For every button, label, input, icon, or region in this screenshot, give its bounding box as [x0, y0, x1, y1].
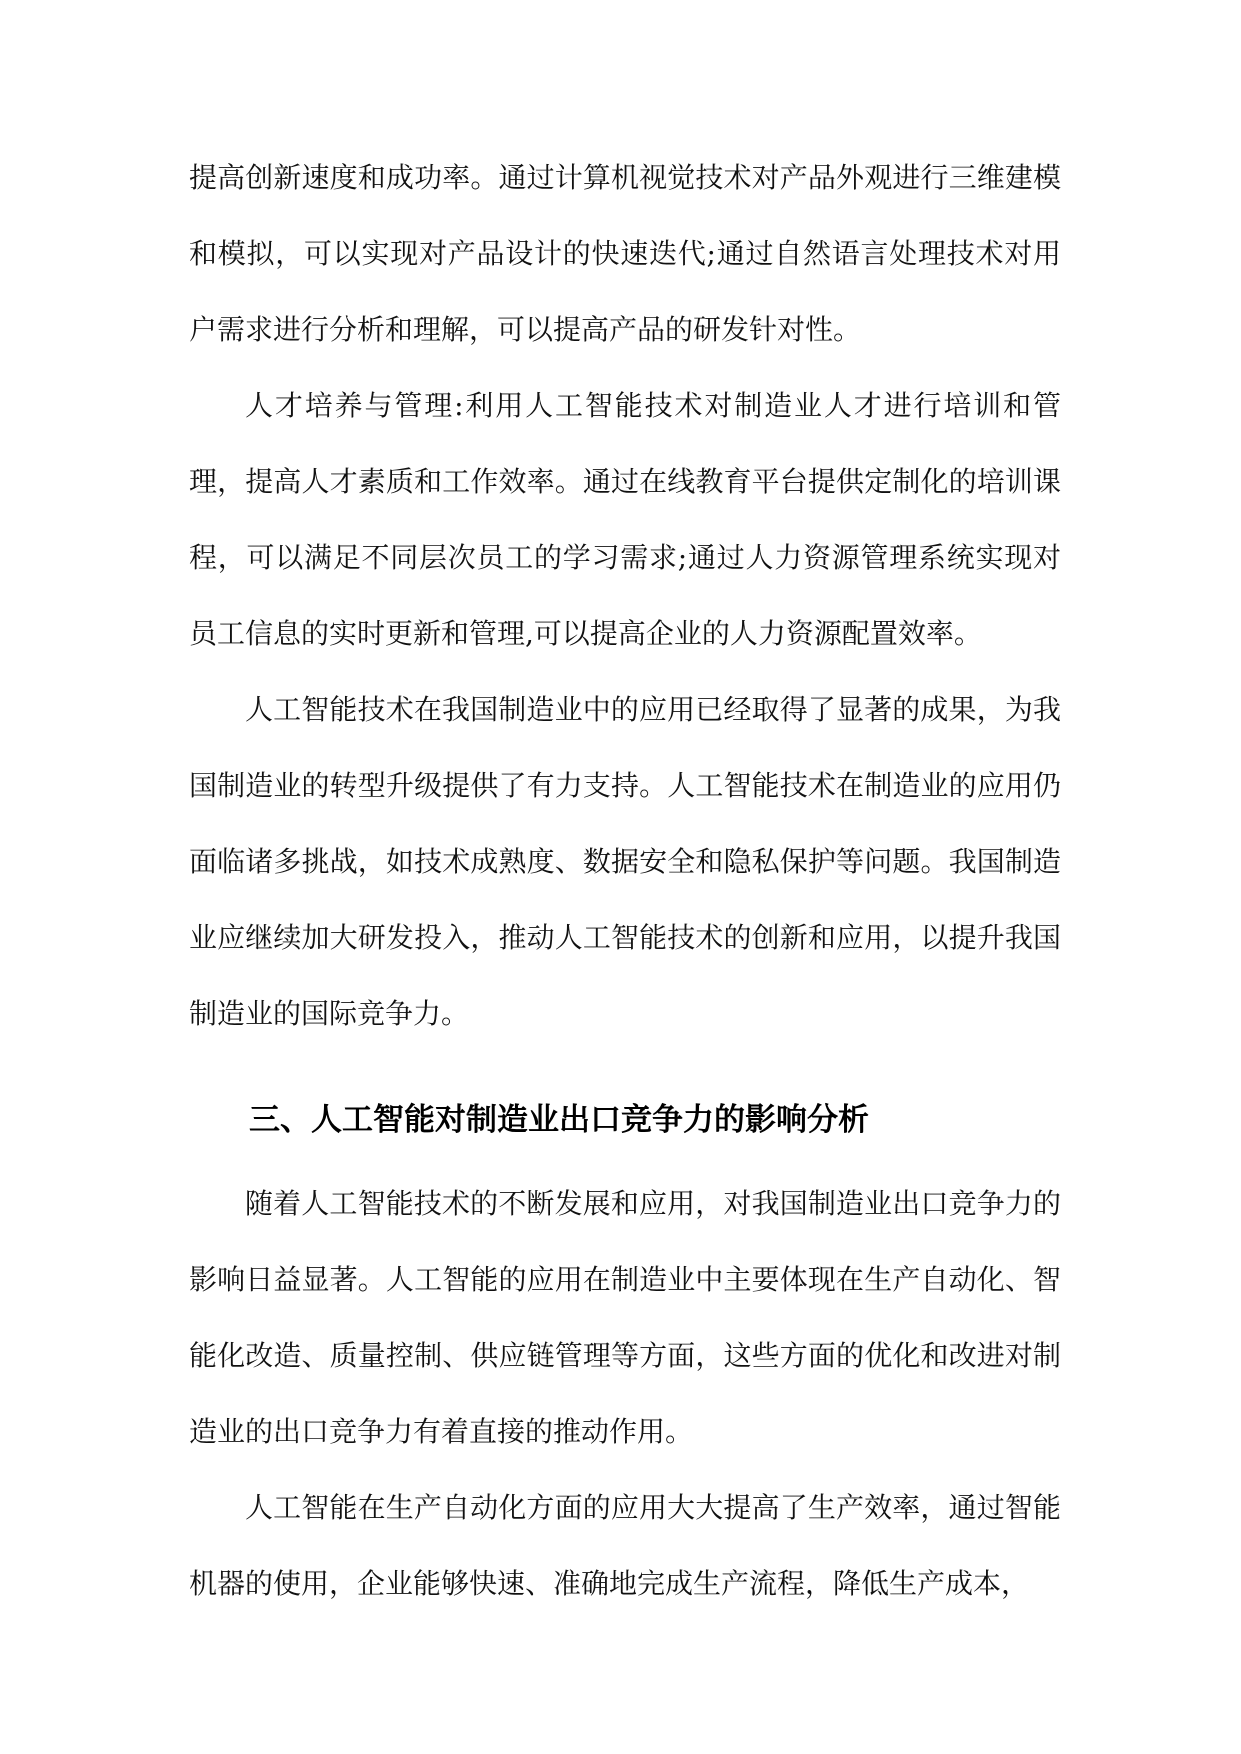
document-body	[189, 140, 1061, 1622]
paragraph-ai-application-summary: 人工智能技术在我国制造业中的应用已经取得了显著的成果，为我国制造业的转型升级提供了有力支持。人工智能技术在制造业的应用仍面临诸多挑战，如技术成熟度、数据安全和隐私保护等问题。我国制造业应继续加大研发投入，推动人工智能技术的创新和应用，以提升我国制造业的国际竞争力。	[189, 693, 1061, 1030]
paragraph-talent-management: 人才培养与管理:利用人工智能技术对制造业人才进行培训和管理，提高人才素质和工作效率。通过在线教育平台提供定制化的培训课程，可以满足不同层次员工的学习需求;通过人力资源管理系统实现对员工信息的实时更新和管理,可以提高企业的人力资源配置效率。	[189, 389, 1061, 650]
paragraph-innovation-continued: 提高创新速度和成功率。通过计算机视觉技术对产品外观进行三维建模和模拟，可以实现对产品设计的快速迭代;通过自然语言处理技术对用户需求进行分析和理解，可以提高产品的研发针对性。	[189, 161, 1061, 346]
paragraph-production-automation: 人工智能在生产自动化方面的应用大大提高了生产效率，通过智能机器的使用，企业能够快速、准确地完成生产流程，降低生产成本，	[189, 1491, 1061, 1600]
section-heading: 三、人工智能对制造业出口竞争力的影响分析	[249, 1102, 869, 1138]
paragraph-export-competitiveness: 随着人工智能技术的不断发展和应用，对我国制造业出口竞争力的影响日益显著。人工智能的应用在制造业中主要体现在生产自动化、智能化改造、质量控制、供应链管理等方面，这些方面的优化和改进对制造业的出口竞争力有着直接的推动作用。	[189, 1187, 1061, 1448]
